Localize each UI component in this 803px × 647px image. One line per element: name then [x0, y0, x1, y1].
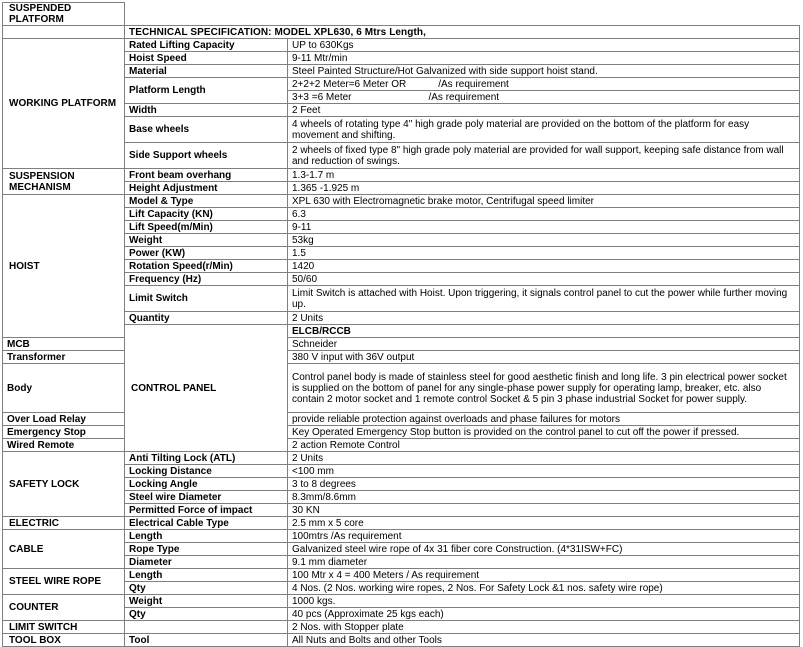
row-label: [125, 621, 288, 634]
row-value: 1.3-1.7 m: [288, 169, 800, 182]
platform-length-note-2: /As requirement: [428, 91, 500, 103]
group-counter: COUNTER: [3, 595, 125, 621]
row-label: ELCB/RCCB: [288, 325, 800, 338]
row-value: 2 action Remote Control: [288, 439, 800, 452]
row-value: 1420: [288, 260, 800, 273]
table-row: [3, 169, 800, 182]
row-label: Length: [125, 530, 288, 543]
row-label: Front beam overhang: [125, 169, 288, 182]
table-row: [3, 634, 800, 647]
row-label: Width: [125, 104, 288, 117]
row-label: Model & Type: [125, 195, 288, 208]
row-label: Permitted Force of impact: [125, 504, 288, 517]
table-row: [3, 351, 800, 364]
title-row: [3, 3, 800, 26]
row-value: [288, 91, 800, 104]
spec-header-row: [3, 26, 800, 39]
platform-length-option-2: 3+3 =6 Meter: [292, 91, 352, 103]
row-label: Qty: [125, 608, 288, 621]
row-value: 30 KN: [288, 504, 800, 517]
row-label: Rotation Speed(r/Min): [125, 260, 288, 273]
table-row: [3, 338, 800, 351]
table-row: [3, 413, 800, 426]
row-value: 50/60: [288, 273, 800, 286]
row-label: Over Load Relay: [3, 413, 125, 426]
group-limit-switch: LIMIT SWITCH: [3, 621, 125, 634]
row-label: Electrical Cable Type: [125, 517, 288, 530]
table-row: [3, 517, 800, 530]
row-value: 9-11: [288, 221, 800, 234]
row-value: UP to 630Kgs: [288, 39, 800, 52]
row-label: Power (KW): [125, 247, 288, 260]
row-label: Base wheels: [125, 117, 288, 143]
table-row: [3, 621, 800, 634]
table-row: [3, 426, 800, 439]
row-value: 2.5 mm x 5 core: [288, 517, 800, 530]
row-value: Galvanized steel wire rope of 4x 31 fiber core Construction. (4*31ISW+FC): [288, 543, 800, 556]
table-row: [3, 530, 800, 543]
row-value: Schneider: [288, 338, 800, 351]
row-label: Steel wire Diameter: [125, 491, 288, 504]
row-value: <100 mm: [288, 465, 800, 478]
table-row: [3, 364, 800, 413]
row-label: Locking Angle: [125, 478, 288, 491]
group-electric: ELECTRIC: [3, 517, 125, 530]
row-value: 9-11 Mtr/min: [288, 52, 800, 65]
row-value: 2 Nos. with Stopper plate: [288, 621, 800, 634]
row-value: 380 V input with 36V output: [288, 351, 800, 364]
row-label: Rated Lifting Capacity: [125, 39, 288, 52]
table-row: [3, 452, 800, 465]
row-label: Frequency (Hz): [125, 273, 288, 286]
row-label: Wired Remote: [3, 439, 125, 452]
row-value: 6.3: [288, 208, 800, 221]
row-label: Material: [125, 65, 288, 78]
row-value: 3 to 8 degrees: [288, 478, 800, 491]
row-label: MCB: [3, 338, 125, 351]
row-value: 4 Nos. (2 Nos. working wire ropes, 2 Nos. For Safety Lock &1 nos. safety wire rope): [288, 582, 800, 595]
row-label: Qty: [125, 582, 288, 595]
row-value: 100 Mtr x 4 = 400 Meters / As requirement: [288, 569, 800, 582]
group-safety-lock: SAFETY LOCK: [3, 452, 125, 517]
row-value: 40 pcs (Approximate 25 kgs each): [288, 608, 800, 621]
row-label: Emergency Stop: [3, 426, 125, 439]
row-value: 2 wheels of fixed type 8" high grade poly material are provided for wall support, keeping safe distance from wall and reduction of swings.: [288, 143, 800, 169]
row-value: XPL 630 with Electromagnetic brake motor, Centrifugal speed limiter: [288, 195, 800, 208]
row-label: Rope Type: [125, 543, 288, 556]
row-label: Weight: [125, 234, 288, 247]
row-label: Weight: [125, 595, 288, 608]
row-label: Lift Speed(m/Min): [125, 221, 288, 234]
row-label: Side Support wheels: [125, 143, 288, 169]
spec-header: TECHNICAL SPECIFICATION: MODEL XPL630, 6 Mtrs Length,: [125, 26, 800, 39]
row-label: Platform Length: [125, 78, 288, 104]
table-row: [3, 595, 800, 608]
spec-sheet: [2, 2, 799, 647]
spec-table: [2, 2, 800, 647]
row-value: Key Operated Emergency Stop button is provided on the control panel to cut off the power if pressed.: [288, 426, 800, 439]
table-row: [3, 569, 800, 582]
group-cable: CABLE: [3, 530, 125, 569]
row-label: Locking Distance: [125, 465, 288, 478]
row-label: Quantity: [125, 312, 288, 325]
row-value: 2 Units: [288, 452, 800, 465]
group-control-panel: CONTROL PANEL: [125, 325, 288, 452]
row-value: 1000 kgs.: [288, 595, 800, 608]
group-suspension-mechanism: SUSPENSION MECHANISM: [3, 169, 125, 195]
group-working-platform: WORKING PLATFORM: [3, 39, 125, 169]
row-value: 4 wheels of rotating type 4" high grade poly material are provided on the bottom of the platform for easy movement and shifting.: [288, 117, 800, 143]
table-row: [3, 439, 800, 452]
row-value: 2 Feet: [288, 104, 800, 117]
row-value: Control panel body is made of stainless steel for good aesthetic finish and long life. 3 pin electrical power socket is supplied on the bottom of panel for any single-phase power supply for operating lamp, breaker, etc. also contain 2 motor socket and 1 remote control Socket & 5 pin 3 phase industrial Socket for power supply.: [288, 364, 800, 413]
row-value: All Nuts and Bolts and other Tools: [288, 634, 800, 647]
row-value: 1.365 -1.925 m: [288, 182, 800, 195]
row-value: [288, 78, 800, 91]
row-label: Body: [3, 364, 125, 413]
row-label: Transformer: [3, 351, 125, 364]
group-hoist: HOIST: [3, 195, 125, 338]
row-value: Steel Painted Structure/Hot Galvanized with side support hoist stand.: [288, 65, 800, 78]
row-value: 53kg: [288, 234, 800, 247]
row-value: 1.5: [288, 247, 800, 260]
row-label: Length: [125, 569, 288, 582]
row-value: 100mtrs /As requirement: [288, 530, 800, 543]
sheet-title: SUSPENDED PLATFORM: [3, 3, 125, 26]
table-row: [3, 39, 800, 52]
group-steel-wire-rope: STEEL WIRE ROPE: [3, 569, 125, 595]
row-label: Height Adjustment: [125, 182, 288, 195]
row-label: Tool: [125, 634, 288, 647]
row-value: 2 Units: [288, 312, 800, 325]
row-value: 9.1 mm diameter: [288, 556, 800, 569]
row-label: Diameter: [125, 556, 288, 569]
group-tool-box: TOOL BOX: [3, 634, 125, 647]
row-label: Anti Tilting Lock (ATL): [125, 452, 288, 465]
row-label: Lift Capacity (KN): [125, 208, 288, 221]
row-label: Hoist Speed: [125, 52, 288, 65]
row-label: Limit Switch: [125, 286, 288, 312]
row-value: Limit Switch is attached with Hoist. Upon triggering, it signals control panel to cut the power while further moving up.: [288, 286, 800, 312]
row-value: 8.3mm/8.6mm: [288, 491, 800, 504]
table-row: [3, 195, 800, 208]
platform-length-note-1: /As requirement: [438, 78, 509, 90]
platform-length-option-1: 2+2+2 Meter=6 Meter OR: [292, 78, 407, 90]
row-value: provide reliable protection against overloads and phase failures for motors: [288, 413, 800, 426]
